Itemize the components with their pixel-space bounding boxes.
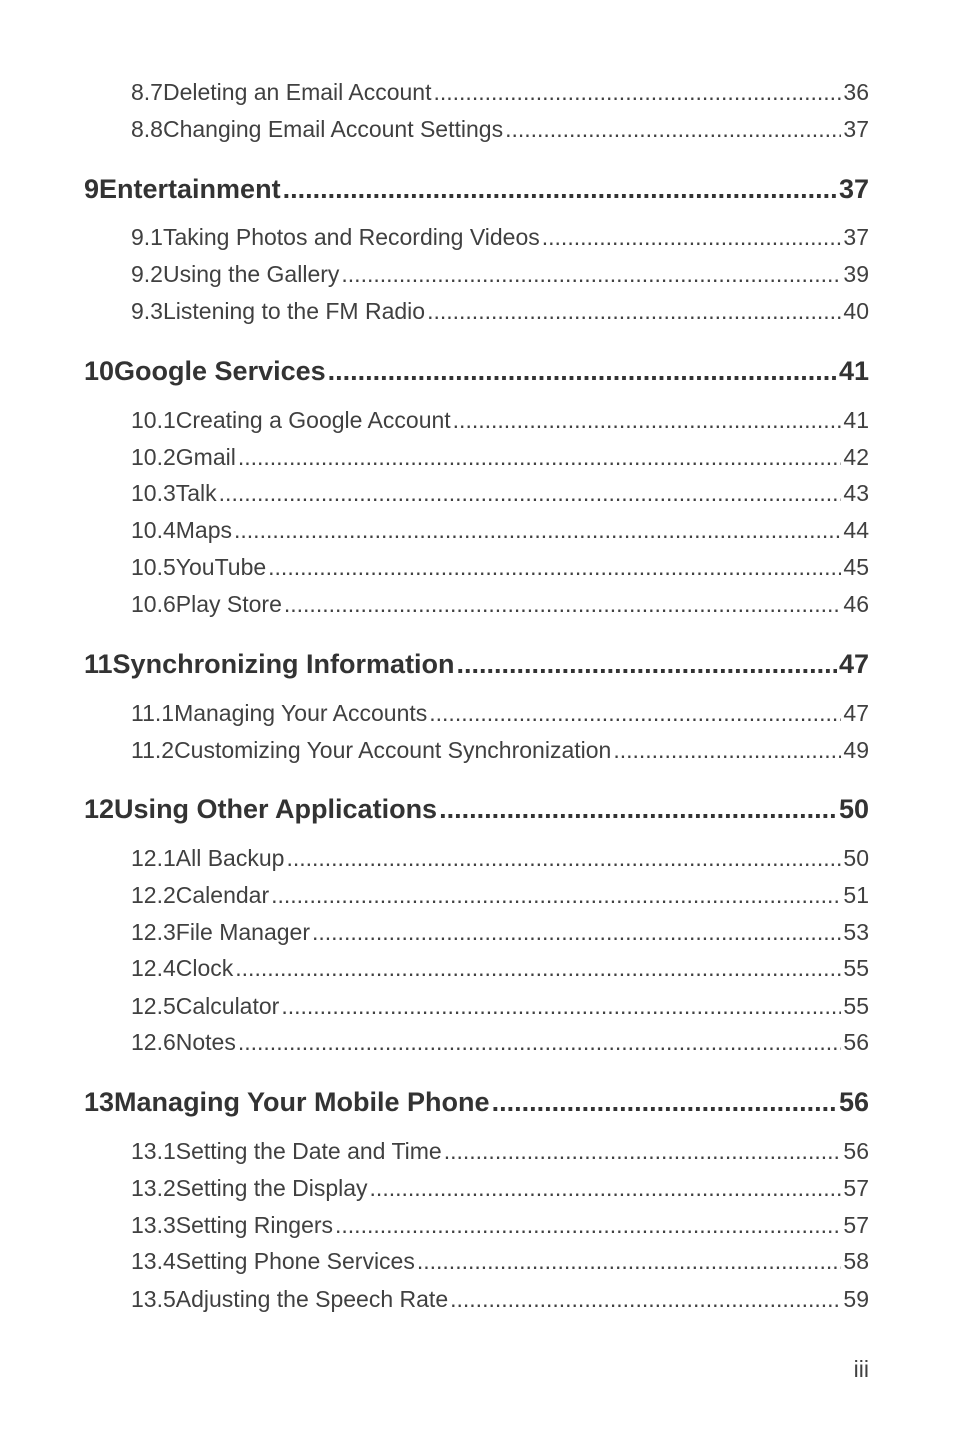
toc-entry[interactable]: [131, 700, 869, 727]
leader-dots: [219, 480, 842, 507]
chapter-number: 10: [84, 356, 115, 386]
toc-chapter[interactable]: [84, 174, 869, 205]
toc-entry[interactable]: [131, 1212, 869, 1239]
toc-chapter[interactable]: [84, 356, 869, 387]
section-title: Listening to the FM Radio: [162, 298, 426, 324]
section-number: 12.6: [131, 1029, 176, 1055]
section-title: Play Store: [175, 591, 282, 617]
section-title: Maps: [175, 517, 233, 543]
toc-chapter[interactable]: [84, 649, 869, 680]
section-title: Customizing Your Account Synchronization: [174, 737, 612, 763]
page-number: 45: [843, 554, 869, 580]
leader-dots: [235, 955, 841, 982]
toc-entry[interactable]: [131, 517, 869, 544]
leader-dots: [281, 993, 841, 1020]
leader-dots: [429, 700, 841, 727]
toc-entry[interactable]: [131, 407, 869, 434]
page-number: 47: [843, 700, 869, 726]
toc-entry[interactable]: [131, 1286, 869, 1313]
chapter-title: Entertainment: [99, 174, 281, 204]
section-number: 12.3: [131, 919, 176, 945]
section-title: Taking Photos and Recording Videos: [162, 224, 540, 250]
section-number: 10.2: [131, 444, 176, 470]
section-number: 11.2: [131, 737, 175, 763]
page-number: 57: [843, 1212, 869, 1238]
section-title: Gmail: [175, 444, 236, 470]
section-title: YouTube: [175, 554, 267, 580]
toc-entry[interactable]: [131, 919, 869, 946]
section-number: 12.2: [131, 882, 176, 908]
leader-dots: [450, 1286, 841, 1313]
chapter-number: 11: [84, 649, 113, 679]
section-number: 11.1: [131, 700, 175, 726]
section-number: 10.4: [131, 517, 176, 543]
section-title: Calculator: [175, 993, 280, 1019]
page-number: 37: [843, 224, 869, 250]
section-number: 9.1: [131, 224, 163, 250]
toc-entry[interactable]: [131, 261, 869, 288]
page-number: 37: [843, 116, 869, 142]
toc-entry[interactable]: [131, 480, 869, 507]
section-number: 10.1: [131, 407, 176, 433]
leader-dots: [417, 1248, 842, 1275]
chapter-title: Synchronizing Information: [112, 649, 455, 679]
section-number: 10.5: [131, 554, 176, 580]
page-number: 37: [838, 174, 869, 204]
section-title: Setting Phone Services: [175, 1248, 415, 1274]
chapter-number: 13: [84, 1087, 115, 1117]
leader-dots: [238, 1029, 842, 1056]
page-number: 53: [843, 919, 869, 945]
leader-dots: [542, 224, 842, 251]
section-title: Setting the Display: [175, 1175, 368, 1201]
page-number: 56: [843, 1029, 869, 1055]
page-number: 44: [843, 517, 869, 543]
chapter-title: Google Services: [114, 356, 326, 386]
toc-entry[interactable]: [131, 591, 869, 618]
page-number: 43: [843, 480, 869, 506]
leader-dots: [453, 407, 842, 434]
section-number: 12.1: [131, 845, 176, 871]
toc-entry[interactable]: [131, 1138, 869, 1165]
toc-entry[interactable]: [131, 1175, 869, 1202]
leader-dots: [492, 1087, 837, 1118]
page-number: 47: [838, 649, 869, 679]
toc-entry[interactable]: [131, 298, 869, 325]
toc-entry[interactable]: [131, 882, 869, 909]
page-number: 50: [838, 794, 869, 824]
toc-entry[interactable]: [131, 1029, 869, 1056]
toc-chapter[interactable]: [84, 1087, 869, 1118]
leader-dots: [433, 79, 841, 106]
page-number: 42: [843, 444, 869, 470]
section-title: File Manager: [175, 919, 310, 945]
leader-dots: [284, 591, 842, 618]
footer-page-number: iii: [853, 1356, 869, 1382]
leader-dots: [268, 554, 841, 581]
section-number: 13.5: [131, 1286, 176, 1312]
section-number: 12.4: [131, 955, 176, 981]
chapter-number: 12: [84, 794, 115, 824]
page-number: 41: [838, 356, 869, 386]
section-title: Clock: [175, 955, 234, 981]
section-title: Deleting an Email Account: [162, 79, 432, 105]
leader-dots: [457, 649, 837, 680]
section-title: Notes: [175, 1029, 236, 1055]
page-number: 57: [843, 1175, 869, 1201]
leader-dots: [312, 919, 841, 946]
section-title: Creating a Google Account: [175, 407, 451, 433]
page-number: 50: [843, 845, 869, 871]
page-number: 39: [843, 261, 869, 287]
page-number: 58: [843, 1248, 869, 1274]
toc-chapter[interactable]: [84, 794, 869, 825]
leader-dots: [335, 1212, 841, 1239]
page-number: 49: [843, 737, 869, 763]
page-number: 55: [843, 955, 869, 981]
page-number: 40: [843, 298, 869, 324]
section-number: 12.5: [131, 993, 176, 1019]
section-number: 9.2: [131, 261, 163, 287]
page-number: 56: [843, 1138, 869, 1164]
toc-entry[interactable]: [131, 737, 869, 764]
section-number: 10.6: [131, 591, 176, 617]
section-title: Using the Gallery: [162, 261, 340, 287]
leader-dots: [328, 356, 837, 387]
leader-dots: [439, 794, 837, 825]
section-title: Calendar: [175, 882, 270, 908]
leader-dots: [271, 882, 841, 909]
section-number: 10.3: [131, 480, 176, 506]
section-number: 13.4: [131, 1248, 176, 1274]
section-number: 9.3: [131, 298, 163, 324]
section-title: Setting Ringers: [175, 1212, 334, 1238]
leader-dots: [234, 517, 841, 544]
leader-dots: [283, 174, 837, 205]
section-title: All Backup: [175, 845, 285, 871]
chapter-title: Using Other Applications: [114, 794, 438, 824]
page-number: 56: [838, 1087, 869, 1117]
toc-entry[interactable]: [131, 116, 869, 143]
toc-entry[interactable]: [131, 955, 869, 982]
toc-entry[interactable]: [131, 444, 869, 471]
section-title: Setting the Date and Time: [175, 1138, 442, 1164]
section-title: Managing Your Accounts: [174, 700, 428, 726]
chapter-title: Managing Your Mobile Phone: [114, 1087, 490, 1117]
page-number: 51: [843, 882, 869, 908]
leader-dots: [370, 1175, 842, 1202]
toc-entry[interactable]: [131, 1248, 869, 1275]
leader-dots: [505, 116, 841, 143]
section-number: 13.3: [131, 1212, 176, 1238]
section-number: 13.1: [131, 1138, 176, 1164]
chapter-number: 9: [84, 174, 100, 204]
leader-dots: [427, 298, 841, 325]
leader-dots: [341, 261, 841, 288]
page-number: 59: [843, 1286, 869, 1312]
page-number: 36: [843, 79, 869, 105]
section-title: Adjusting the Speech Rate: [175, 1286, 449, 1312]
section-number: 13.2: [131, 1175, 176, 1201]
section-number: 8.7: [131, 79, 163, 105]
section-title: Changing Email Account Settings: [162, 116, 504, 142]
leader-dots: [286, 845, 841, 872]
leader-dots: [444, 1138, 842, 1165]
toc-entry[interactable]: [131, 79, 869, 106]
page-number: 55: [843, 993, 869, 1019]
toc-entry[interactable]: [131, 554, 869, 581]
page-number: 41: [843, 407, 869, 433]
section-number: 8.8: [131, 116, 163, 142]
page-number: 46: [843, 591, 869, 617]
section-title: Talk: [175, 480, 217, 506]
leader-dots: [238, 444, 842, 471]
toc-entry[interactable]: [131, 845, 869, 872]
leader-dots: [613, 737, 841, 764]
toc-entry[interactable]: [131, 993, 869, 1020]
toc-entry[interactable]: [131, 224, 869, 251]
